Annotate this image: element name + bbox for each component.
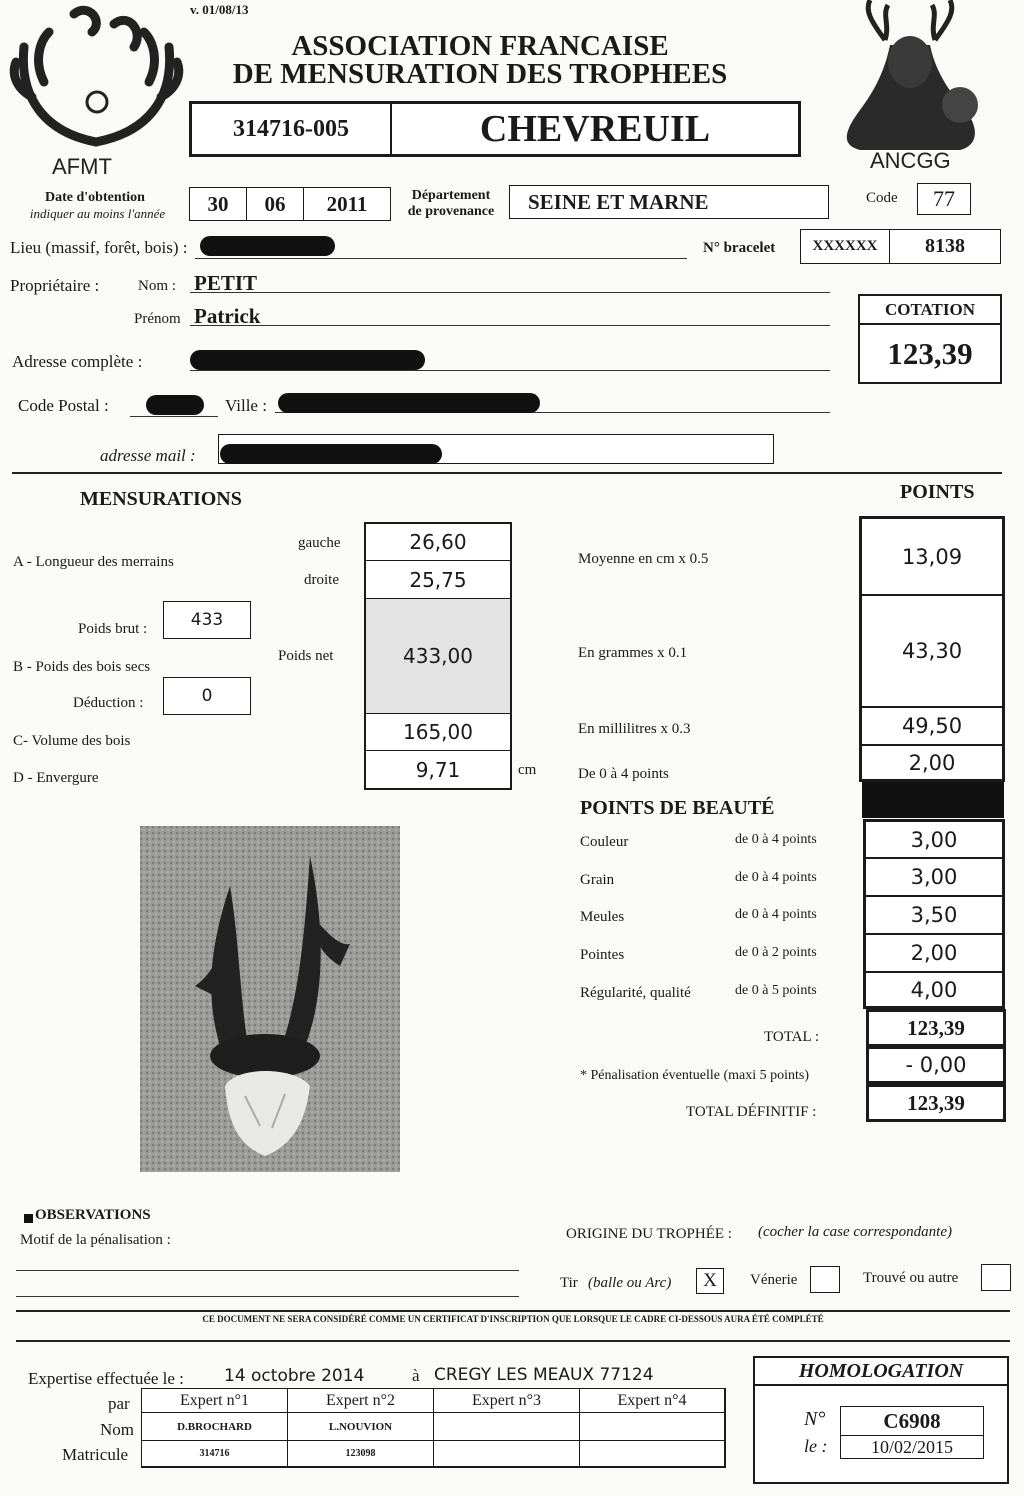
bracelet-label: N° bracelet xyxy=(703,240,776,256)
measures-title: MENSURATIONS xyxy=(80,488,242,510)
beauty-regularite-points: 4,00 xyxy=(910,977,958,1002)
owner-nom-label: Nom : xyxy=(138,278,176,294)
c-value: 165,00 xyxy=(366,714,510,751)
a-gauche-label: gauche xyxy=(298,535,341,551)
ancgg-logo-icon xyxy=(830,0,990,175)
postal-code-line xyxy=(130,416,218,417)
d-unit: cm xyxy=(518,762,537,778)
c-label: C- Volume des bois xyxy=(13,733,131,749)
total-label: TOTAL : xyxy=(764,1029,820,1045)
experts-matricule-label: Matricule xyxy=(62,1445,129,1464)
notice-line-top xyxy=(16,1310,1010,1312)
expert-3-header: Expert n°3 xyxy=(434,1389,580,1413)
expert-1-header: Expert n°1 xyxy=(142,1389,288,1413)
owner-nom-value[interactable]: PETIT xyxy=(194,271,258,295)
expert-4-matricule xyxy=(580,1441,724,1466)
total-value: 123,39 xyxy=(866,1009,1006,1047)
c-points: 49,50 xyxy=(862,708,1002,746)
afmt-logo-text: AFMT xyxy=(52,154,112,179)
origin-trouve-label: Trouvé ou autre xyxy=(863,1270,959,1286)
experts-par-label: par xyxy=(108,1394,130,1413)
date-month-field[interactable]: 06 xyxy=(246,187,304,221)
experts-nom-label: Nom xyxy=(100,1420,134,1439)
bracelet-number-field[interactable]: 8138 xyxy=(889,229,1001,264)
a-droite-label: droite xyxy=(304,572,339,588)
expertise-at-label: à xyxy=(412,1366,420,1385)
homologation-no-label: N° xyxy=(804,1408,826,1430)
deduction-label: Déduction : xyxy=(73,695,144,711)
lieu-line xyxy=(195,258,687,259)
reference-number: 314716-005 xyxy=(192,104,392,154)
prenom-line xyxy=(190,325,830,326)
origin-trouve-checkbox[interactable] xyxy=(981,1264,1011,1291)
homologation-date-label: le : xyxy=(804,1436,828,1456)
beauty-title: POINTS DE BEAUTÉ xyxy=(580,797,775,819)
certificate-notice: CE DOCUMENT NE SERA CONSIDÉRÉ COMME UN CERTIFICAT D'INSCRIPTION QUE LORSQUE LE CADRE CI-DESSOUS AURA ÉTÉ COMPLÉTÉ xyxy=(202,1314,824,1324)
owner-prenom-label: Prénom xyxy=(134,311,181,327)
species-title: CHEVREUIL xyxy=(479,108,711,150)
city-redacted xyxy=(278,393,540,413)
deduction-field[interactable]: 0 xyxy=(163,677,251,715)
origin-hint: (cocher la case correspondante) xyxy=(758,1224,952,1240)
beauty-grain-label: Grain xyxy=(580,872,615,888)
code-label: Code xyxy=(866,190,898,206)
motif-line-2 xyxy=(16,1296,519,1297)
beauty-couleur-label: Couleur xyxy=(580,834,629,850)
beauty-pointes-points: 2,00 xyxy=(866,935,1002,973)
homologation-title: HOMOLOGATION xyxy=(755,1358,1007,1386)
beauty-grain-range: de 0 à 4 points xyxy=(735,870,817,885)
expert-1-matricule: 314716 xyxy=(142,1441,288,1466)
notice-line-bottom xyxy=(16,1340,1010,1342)
version-label: v. 01/08/13 xyxy=(190,2,249,17)
d-label: D - Envergure xyxy=(13,770,99,786)
owner-prenom-value[interactable]: Patrick xyxy=(194,304,261,328)
b-points: 43,30 xyxy=(862,596,1002,708)
cotation-label: COTATION xyxy=(860,297,1000,325)
penalty-motif-label: Motif de la pénalisation : xyxy=(20,1232,171,1248)
beauty-couleur-range: de 0 à 4 points xyxy=(735,832,817,847)
a-droite-value: 25,75 xyxy=(366,561,510,599)
a-gauche-value: 26,60 xyxy=(366,524,510,561)
expert-2-header: Expert n°2 xyxy=(288,1389,434,1413)
observations-bullet-icon xyxy=(24,1214,33,1223)
lieu-redacted xyxy=(200,236,335,256)
postal-code-redacted xyxy=(146,395,204,415)
nom-line xyxy=(190,292,830,293)
origin-label: ORIGINE DU TROPHÉE : xyxy=(566,1226,732,1242)
date-year-field[interactable]: 2011 xyxy=(303,187,391,221)
org-name-line1: ASSOCIATION FRANCAISE xyxy=(291,30,669,62)
postal-code-label: Code Postal : xyxy=(18,396,109,415)
date-sublabel: indiquer au moins l'année xyxy=(29,206,166,221)
poids-net-value: 433,00 xyxy=(366,599,510,714)
origin-tir-checkbox[interactable]: X xyxy=(696,1268,724,1294)
d-points: 2,00 xyxy=(908,750,956,775)
homologation-number: C6908 xyxy=(840,1406,984,1436)
motif-line-1 xyxy=(16,1270,519,1271)
lieu-label: Lieu (massif, forêt, bois) : xyxy=(10,238,188,257)
beauty-pointes-label: Pointes xyxy=(580,947,625,963)
address-line xyxy=(190,370,830,371)
beauty-pointes-range: de 0 à 2 points xyxy=(735,945,817,960)
final-total-value: 123,39 xyxy=(866,1084,1006,1122)
beauty-meules-label: Meules xyxy=(580,909,625,925)
points-title: POINTS xyxy=(900,481,975,503)
penalty-value: - 0,00 xyxy=(866,1046,1006,1084)
afmt-logo-icon xyxy=(4,2,189,182)
beauty-meules-range: de 0 à 4 points xyxy=(735,907,817,922)
expert-4-name xyxy=(580,1413,724,1441)
d-formula: De 0 à 4 points xyxy=(578,766,669,782)
date-label: Date d'obtention xyxy=(45,190,145,205)
email-label: adresse mail : xyxy=(100,446,196,465)
expert-3-name xyxy=(434,1413,580,1441)
date-day-field[interactable]: 30 xyxy=(189,187,247,221)
final-total-label: TOTAL DÉFINITIF : xyxy=(686,1104,817,1120)
poids-brut-field[interactable]: 433 xyxy=(163,601,251,639)
expert-1-name: D.BROCHARD xyxy=(142,1413,288,1441)
a-points: 13,09 xyxy=(862,519,1002,596)
expert-2-name: L.NOUVION xyxy=(288,1413,434,1441)
origin-tir-hint: (balle ou Arc) xyxy=(588,1275,672,1291)
org-name-line2: DE MENSURATION DES TROPHEES xyxy=(232,58,728,90)
observations-title: OBSERVATIONS xyxy=(35,1207,151,1223)
b-label: B - Poids des bois secs xyxy=(13,659,151,675)
address-redacted xyxy=(190,350,425,370)
department-field[interactable]: SEINE ET MARNE xyxy=(509,185,829,219)
origin-venerie-label: Vénerie xyxy=(750,1272,798,1288)
d-value: 9,71 xyxy=(415,757,461,782)
city-label: Ville : xyxy=(225,396,267,415)
owner-label: Propriétaire : xyxy=(10,276,100,295)
identity-separator xyxy=(12,472,1002,474)
poids-brut-label: Poids brut : xyxy=(78,621,148,637)
department-label-line2: de provenance xyxy=(407,204,495,219)
homologation-date: 10/02/2015 xyxy=(840,1435,984,1459)
origin-tir-label: Tir xyxy=(560,1275,578,1291)
beauty-couleur-points: 3,00 xyxy=(866,822,1002,859)
address-label: Adresse complète : xyxy=(12,352,143,371)
poids-net-label: Poids net xyxy=(278,648,334,664)
b-formula: En grammes x 0.1 xyxy=(578,645,688,661)
a-formula: Moyenne en cm x 0.5 xyxy=(578,551,709,567)
a-label: A - Longueur des merrains xyxy=(13,554,174,570)
expert-2-matricule: 123098 xyxy=(288,1441,434,1466)
cotation-value: 123,39 xyxy=(887,335,973,371)
expert-3-matricule xyxy=(434,1441,580,1466)
code-field[interactable]: 77 xyxy=(917,183,971,215)
expertise-date-value: 14 octobre 2014 xyxy=(224,1366,365,1386)
expertise-date-label: Expertise effectuée le : xyxy=(28,1369,184,1388)
beauty-grain-points: 3,00 xyxy=(866,859,1002,897)
department-label-line1: Département xyxy=(411,188,491,203)
penalty-label: * Pénalisation éventuelle (maxi 5 points) xyxy=(580,1068,810,1083)
origin-venerie-checkbox[interactable] xyxy=(810,1266,840,1293)
ancgg-logo-text: ANCGG xyxy=(870,148,951,173)
bracelet-prefix-field[interactable]: XXXXXX xyxy=(800,229,890,264)
beauty-regularite-label: Régularité, qualité xyxy=(580,985,691,1001)
expert-4-header: Expert n°4 xyxy=(580,1389,724,1413)
black-separator-bar xyxy=(862,782,1004,818)
beauty-meules-points: 3,50 xyxy=(866,897,1002,935)
expertise-place-value: CREGY LES MEAUX 77124 xyxy=(434,1365,654,1385)
trophy-photo xyxy=(140,826,400,1172)
beauty-regularite-range: de 0 à 5 points xyxy=(735,983,817,998)
c-formula: En millilitres x 0.3 xyxy=(578,721,691,737)
email-redacted xyxy=(220,444,442,464)
